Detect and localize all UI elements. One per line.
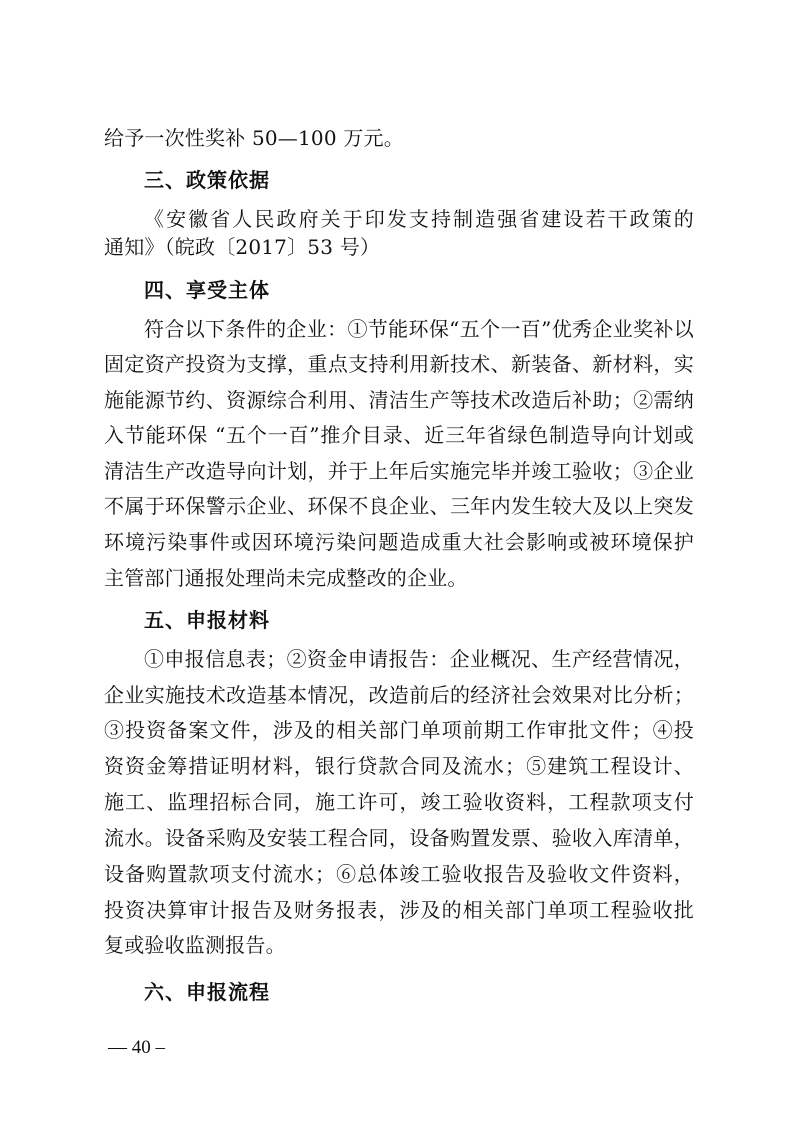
paragraph-line: 企业实施技术改造基本情况，改造前后的经济社会效果对比分析； (104, 683, 694, 707)
paragraph-line: 设备购置款项支付流水；⑥总体竣工验收报告及验收文件资料， (104, 862, 694, 886)
paragraph-line: 通知》（皖政〔2017〕53 号） (104, 235, 381, 259)
section-heading-5: 五、申报材料 (144, 608, 270, 632)
paragraph-line: 《安徽省人民政府关于印发支持制造强省建设若干政策的 (144, 207, 694, 231)
paragraph-line: 符合以下条件的企业：①节能环保“五个一百”优秀企业奖补以 (144, 317, 694, 341)
paragraph-line: 入节能环保 “五个一百”推介目录、近三年省绿色制造导向计划或 (104, 423, 694, 447)
section-heading-6: 六、申报流程 (144, 980, 270, 1004)
paragraph-line: 施能源节约、资源综合利用、清洁生产等技术改造后补助；②需纳 (104, 388, 694, 412)
paragraph-line: 固定资产投资为支撑，重点支持利用新技术、新装备、新材料，实 (104, 352, 694, 376)
section-heading-3: 三、政策依据 (144, 168, 270, 192)
paragraph-line: 资资金筹措证明材料，银行贷款合同及流水；⑤建筑工程设计、 (104, 754, 694, 778)
paragraph-line: 投资决算审计报告及财务报表，涉及的相关部门单项工程验收批 (104, 898, 694, 922)
paragraph-line: 主管部门通报处理尚未完成整改的企业。 (104, 566, 468, 590)
paragraph-line: ①申报信息表；②资金申请报告：企业概况、生产经营情况， (144, 647, 694, 671)
paragraph-line: 流水。设备采购及安装工程合同，设备购置发票、验收入库清单， (104, 826, 694, 850)
paragraph-line: 施工、监理招标合同，施工许可，竣工验收资料，工程款项支付 (104, 790, 694, 814)
paragraph-line: 不属于环保警示企业、环保不良企业、三年内发生较大及以上突发 (104, 494, 694, 518)
section-heading-4: 四、享受主体 (144, 278, 270, 302)
paragraph-line: 给予一次性奖补 50—100 万元。 (104, 126, 404, 150)
paragraph-line: 环境污染事件或因环境污染问题造成重大社会影响或被环境保护 (104, 530, 694, 554)
paragraph-line: ③投资备案文件，涉及的相关部门单项前期工作审批文件；④投 (104, 718, 694, 742)
paragraph-line: 复或验收监测报告。 (104, 933, 286, 957)
page-number: — 40 – (108, 1037, 165, 1058)
paragraph-line: 清洁生产改造导向计划，并于上年后实施完毕并竣工验收；③企业 (104, 459, 694, 483)
